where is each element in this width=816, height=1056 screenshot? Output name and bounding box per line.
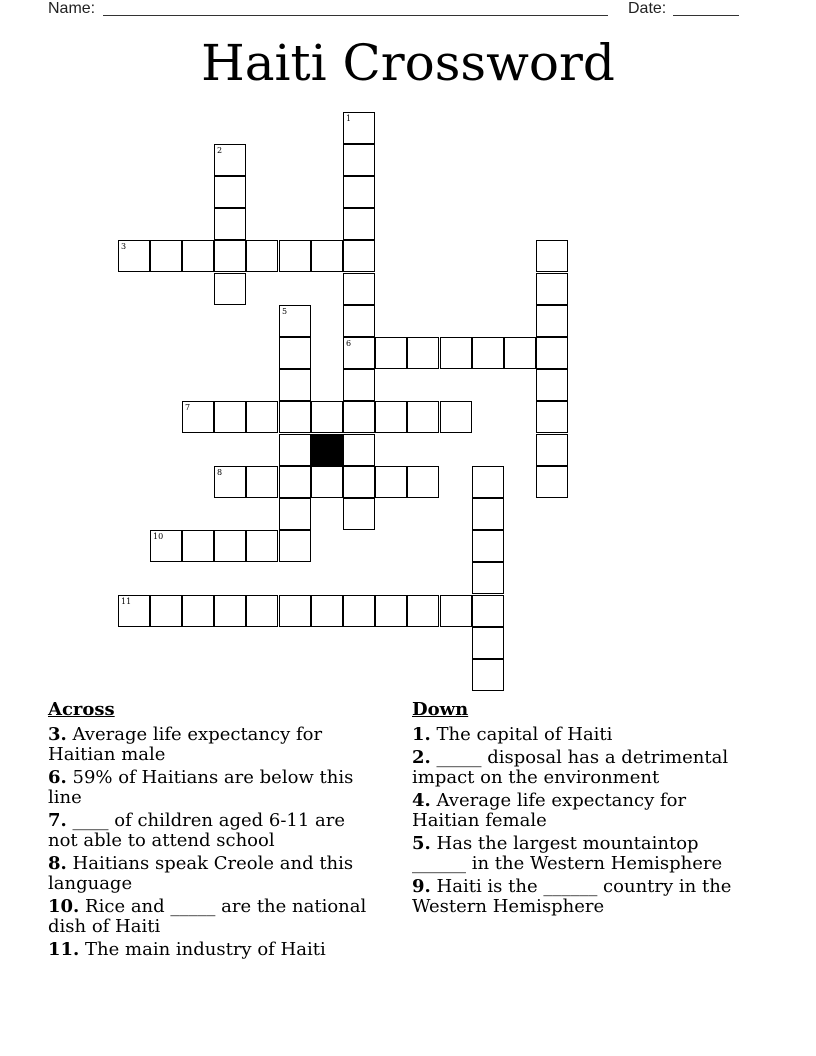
grid-cell[interactable] <box>536 466 568 498</box>
grid-cell[interactable] <box>279 466 311 498</box>
grid-cell[interactable] <box>343 240 375 272</box>
grid-cell[interactable] <box>375 595 407 627</box>
clue-item <box>48 811 378 851</box>
down-heading: Down <box>412 699 469 720</box>
grid-cell[interactable] <box>472 530 504 562</box>
clue-number: 5 <box>282 307 288 316</box>
clue-item <box>48 854 378 894</box>
grid-cell[interactable] <box>504 337 536 369</box>
grid-cell[interactable] <box>279 498 311 530</box>
grid-cell[interactable] <box>343 595 375 627</box>
clue-item-text: Haiti is the ______ country in the Western Hemisphere <box>412 876 732 917</box>
grid-cell[interactable] <box>343 305 375 337</box>
clue-item-number: 3. <box>48 724 67 745</box>
grid-cell[interactable] <box>375 466 407 498</box>
grid-cell[interactable] <box>536 401 568 433</box>
clue-item <box>48 897 378 937</box>
across-heading: Across <box>48 699 115 720</box>
grid-cell[interactable] <box>343 176 375 208</box>
grid-cell[interactable] <box>472 659 504 691</box>
clue-number: 11 <box>121 597 132 606</box>
grid-cell[interactable] <box>214 273 246 305</box>
grid-cell[interactable] <box>214 401 246 433</box>
clue-item-number: 1. <box>412 724 431 745</box>
grid-cell[interactable] <box>279 369 311 401</box>
grid-cell[interactable] <box>407 595 439 627</box>
clue-item <box>412 834 752 874</box>
grid-cell[interactable] <box>343 144 375 176</box>
page-title: Haiti Crossword <box>201 34 615 92</box>
grid-cell[interactable] <box>214 208 246 240</box>
clue-item-text: The capital of Haiti <box>430 724 613 745</box>
grid-cell[interactable] <box>343 273 375 305</box>
grid-cell[interactable] <box>472 562 504 594</box>
grid-cell[interactable] <box>472 595 504 627</box>
clue-item <box>412 725 752 745</box>
clue-item-number: 2. <box>412 747 431 768</box>
grid-cell[interactable] <box>214 240 246 272</box>
grid-cell[interactable] <box>343 498 375 530</box>
grid-cell[interactable] <box>246 595 278 627</box>
clue-item-number: 5. <box>412 833 431 854</box>
clue-item-text: The main industry of Haiti <box>79 939 326 960</box>
clue-number: 10 <box>153 532 164 541</box>
grid-cell[interactable] <box>118 595 150 627</box>
grid-cell[interactable] <box>343 337 375 369</box>
grid-cell[interactable] <box>214 595 246 627</box>
black-square <box>311 434 343 466</box>
grid-cell[interactable] <box>440 337 472 369</box>
grid-cell[interactable] <box>472 337 504 369</box>
clue-item <box>48 768 378 808</box>
grid-cell[interactable] <box>440 401 472 433</box>
grid-cell[interactable] <box>182 530 214 562</box>
clue-item-text: _____ disposal has a detrimental impact on the environment <box>412 747 729 788</box>
grid-cell[interactable] <box>375 401 407 433</box>
clue-item-number: 11. <box>48 939 80 960</box>
clue-number: 1 <box>346 114 352 123</box>
grid-cell[interactable] <box>343 112 375 144</box>
name-label: Name: <box>48 0 96 17</box>
grid-cell[interactable] <box>311 240 343 272</box>
clue-item-text: Haitians speak Creole and this language <box>48 853 354 894</box>
grid-cell[interactable] <box>279 401 311 433</box>
grid-cell[interactable] <box>279 337 311 369</box>
date-label: Date: <box>628 0 667 17</box>
clue-number: 8 <box>217 468 223 477</box>
grid-cell[interactable] <box>279 434 311 466</box>
grid-cell[interactable] <box>375 337 407 369</box>
down-clues <box>412 700 752 920</box>
across-clues <box>48 700 378 963</box>
grid-cell[interactable] <box>150 240 182 272</box>
grid-cell[interactable] <box>407 466 439 498</box>
grid-cell[interactable] <box>214 530 246 562</box>
grid-cell[interactable] <box>246 240 278 272</box>
clue-item-number: 6. <box>48 767 67 788</box>
clue-item-text: Average life expectancy for Haitian female <box>412 790 687 831</box>
grid-cell[interactable] <box>182 240 214 272</box>
grid-cell[interactable] <box>214 176 246 208</box>
grid-cell[interactable] <box>536 305 568 337</box>
grid-cell[interactable] <box>343 466 375 498</box>
grid-cell[interactable] <box>536 273 568 305</box>
grid-cell[interactable] <box>150 595 182 627</box>
clue-item <box>48 940 378 960</box>
grid-cell[interactable] <box>536 337 568 369</box>
grid-cell[interactable] <box>343 434 375 466</box>
grid-cell[interactable] <box>246 401 278 433</box>
grid-cell[interactable] <box>279 530 311 562</box>
clue-item <box>48 725 378 765</box>
grid-cell[interactable] <box>407 401 439 433</box>
grid-cell[interactable] <box>214 144 246 176</box>
clue-item-text: Rice and _____ are the national dish of Haiti <box>48 896 367 937</box>
grid-cell[interactable] <box>246 466 278 498</box>
clue-item-number: 7. <box>48 810 67 831</box>
clue-item-text: 59% of Haitians are below this line <box>48 767 354 808</box>
grid-cell[interactable] <box>440 595 472 627</box>
grid-cell[interactable] <box>536 434 568 466</box>
grid-cell[interactable] <box>343 369 375 401</box>
grid-cell[interactable] <box>118 240 150 272</box>
grid-cell[interactable] <box>343 208 375 240</box>
clue-item-text: Average life expectancy for Haitian male <box>48 724 323 765</box>
clue-number: 7 <box>185 403 191 412</box>
grid-cell[interactable] <box>182 595 214 627</box>
clue-number: 2 <box>217 146 223 155</box>
grid-cell[interactable] <box>182 401 214 433</box>
clue-item-text: ____ of children aged 6-11 are not able to attend school <box>48 810 346 851</box>
clue-item <box>412 791 752 831</box>
grid-cell[interactable] <box>536 240 568 272</box>
clue-item <box>412 877 752 917</box>
grid-cell[interactable] <box>536 369 568 401</box>
grid-cell[interactable] <box>472 466 504 498</box>
grid-cell[interactable] <box>214 466 246 498</box>
grid-cell[interactable] <box>279 240 311 272</box>
clue-item <box>412 748 752 788</box>
clue-item-text: Has the largest mountaintop ______ in the Western Hemisphere <box>412 833 723 874</box>
clue-item-number: 8. <box>48 853 67 874</box>
clue-number: 6 <box>346 339 352 348</box>
grid-cell[interactable] <box>311 466 343 498</box>
clue-item-number: 4. <box>412 790 431 811</box>
grid-cell[interactable] <box>279 595 311 627</box>
grid-cell[interactable] <box>311 595 343 627</box>
grid-cell[interactable] <box>279 305 311 337</box>
clue-item-number: 9. <box>412 876 431 897</box>
grid-cell[interactable] <box>343 401 375 433</box>
grid-cell[interactable] <box>150 530 182 562</box>
grid-cell[interactable] <box>472 498 504 530</box>
grid-cell[interactable] <box>246 530 278 562</box>
clue-number: 3 <box>121 242 127 251</box>
grid-cell[interactable] <box>472 627 504 659</box>
clue-item-number: 10. <box>48 896 80 917</box>
grid-cell[interactable] <box>407 337 439 369</box>
grid-cell[interactable] <box>311 401 343 433</box>
